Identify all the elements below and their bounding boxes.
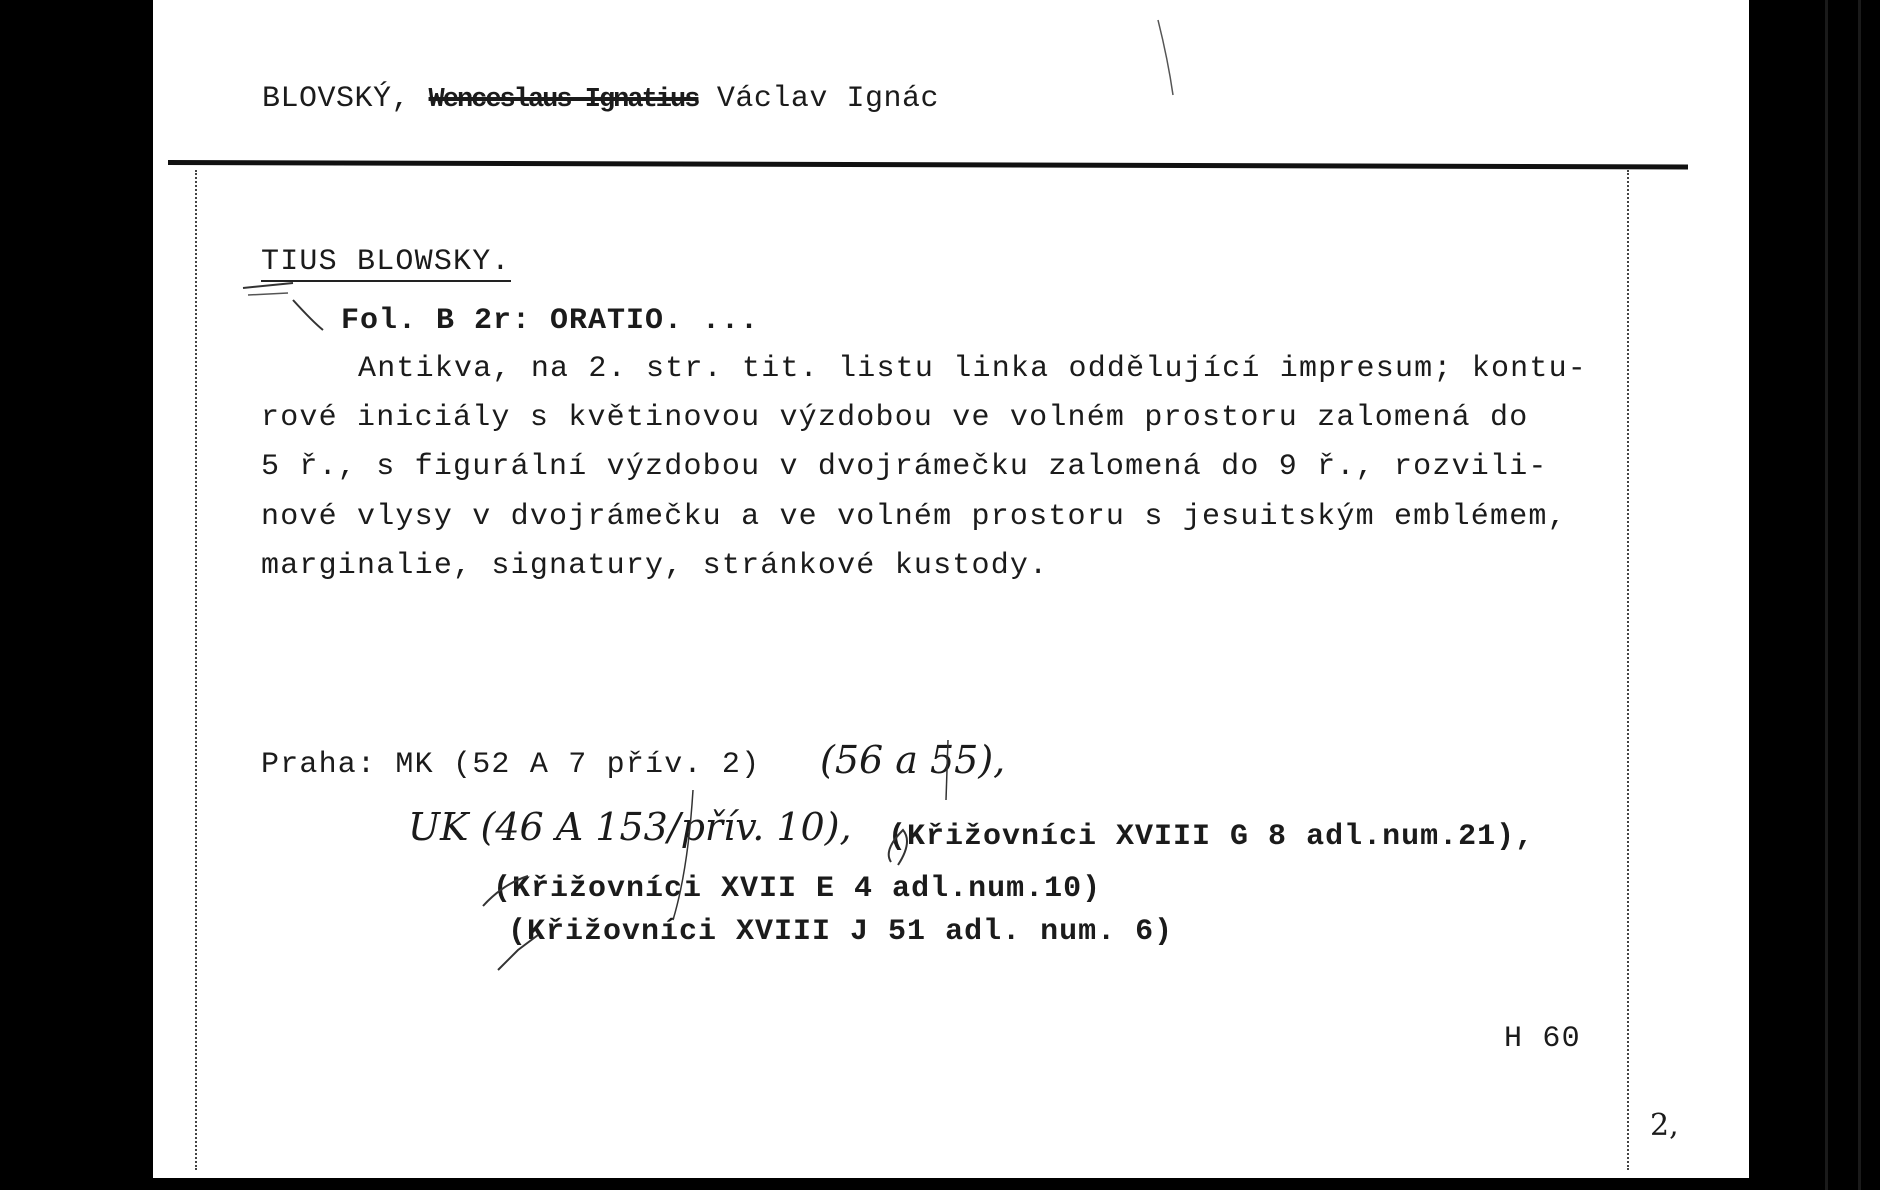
scan-edge-line xyxy=(1825,0,1828,1190)
handwritten-shelfmark: (56 a 55), xyxy=(820,738,1006,782)
header-surname: BLOVSKÝ, xyxy=(262,82,411,116)
header-struck-text: Wenceslaus Ignatius xyxy=(428,85,699,115)
entry-title-text: TIUS BLOWSKY. xyxy=(261,245,511,282)
description-line: Antikva, na 2. str. tit. listu linka oddělující impresum; kontu- xyxy=(358,352,1587,386)
page-mark: 2, xyxy=(1650,1108,1679,1143)
holdings-line-4: (Křižovníci XVIII J 51 adl. num. 6) xyxy=(508,915,1174,949)
holdings-line-2: (Křižovníci XVIII G 8 adl.num.21), xyxy=(888,820,1535,854)
pen-marks xyxy=(153,0,1749,1178)
scan-edge-line xyxy=(1858,0,1861,1190)
holdings-typed-first: Praha: MK (52 A 7 přív. 2) xyxy=(261,748,761,782)
catalog-card xyxy=(153,0,1749,1178)
handwritten-uk-shelfmark: UK (46 A 153/přív. 10), xyxy=(408,805,852,849)
description-line: rové iniciály s květinovou výzdobou ve volném prostoru zalomená do xyxy=(261,401,1529,435)
header-given-names: Václav Ignác xyxy=(716,82,939,116)
description-line: 5 ř., s figurální výzdobou v dvojrámečku zalomená do 9 ř., rozvili- xyxy=(261,450,1548,484)
description-line: marginalie, signatury, stránkové kustody. xyxy=(261,549,1049,583)
folio-line: Fol. B 2r: ORATIO. ... xyxy=(341,304,760,338)
description-line: nové vlysy v dvojrámečku a ve volném prostoru s jesuitským emblémem, xyxy=(261,500,1567,534)
holdings-line-3: (Křižovníci XVII E 4 adl.num.10) xyxy=(493,872,1102,906)
footer-code: H 60 xyxy=(1504,1022,1581,1056)
